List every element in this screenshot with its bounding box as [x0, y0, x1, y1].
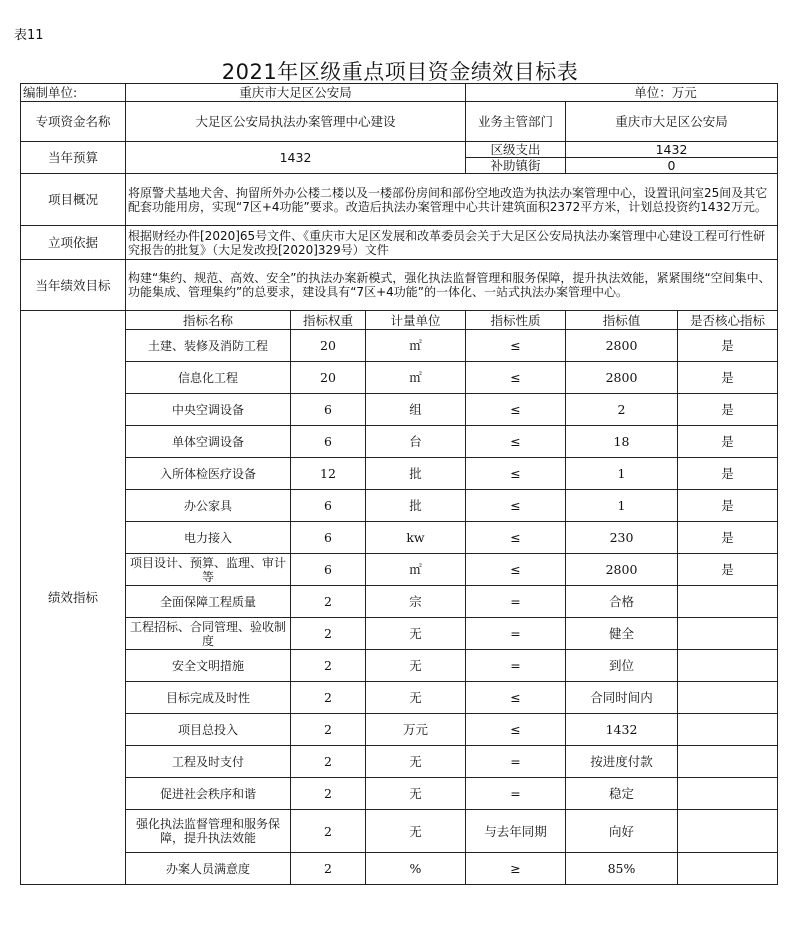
indicator-core: 是	[678, 522, 778, 554]
indicator-nature: ≤	[466, 490, 566, 522]
indicator-weight: 2	[291, 650, 366, 682]
dept-label: 业务主管部门	[466, 102, 566, 142]
page-title: 2021年区级重点项目资金绩效目标表	[221, 60, 579, 84]
indicator-value: 2800	[566, 362, 678, 394]
goal-label: 当年绩效目标	[21, 260, 126, 311]
indicator-value: 85%	[566, 853, 678, 885]
indicator-value: 18	[566, 426, 678, 458]
header-weight: 指标权重	[291, 311, 366, 330]
indicator-nature: ≤	[466, 362, 566, 394]
dept-value: 重庆市大足区公安局	[566, 102, 778, 142]
subsidy-value: 0	[566, 158, 778, 174]
indicator-value: 按进度付款	[566, 746, 678, 778]
budget-value: 1432	[126, 142, 466, 174]
overview-label: 项目概况	[21, 174, 126, 226]
indicator-name: 促进社会秩序和谐	[126, 778, 291, 810]
indicator-value: 2800	[566, 330, 678, 362]
indicator-unit: 无	[366, 746, 466, 778]
budget-label: 当年预算	[21, 142, 126, 174]
indicator-weight: 6	[291, 522, 366, 554]
indicator-name: 办案人员满意度	[126, 853, 291, 885]
indicator-nature: ≤	[466, 714, 566, 746]
indicator-unit: %	[366, 853, 466, 885]
basis-value: 根据财经办件[2020]65号文件、《重庆市大足区发展和改革委员会关于大足区公安局执法办案管理中心建设工程可行性研究报告的批复》（大足发改投[2020]329号）文件	[126, 226, 778, 260]
info-row-fund	[21, 102, 778, 142]
indicator-core	[678, 853, 778, 885]
indicator-weight: 2	[291, 586, 366, 618]
info-row-goal	[21, 260, 778, 311]
indicator-value: 稳定	[566, 778, 678, 810]
indicator-weight: 2	[291, 853, 366, 885]
indicator-unit: ㎡	[366, 330, 466, 362]
indicator-name: 电力接入	[126, 522, 291, 554]
indicator-nature: =	[466, 586, 566, 618]
indicator-row	[21, 426, 778, 458]
indicator-row	[21, 618, 778, 650]
indicator-unit: ㎡	[366, 362, 466, 394]
indicator-name: 工程及时支付	[126, 746, 291, 778]
indicator-unit: 无	[366, 618, 466, 650]
indicator-value: 1	[566, 490, 678, 522]
basis-label: 立项依据	[21, 226, 126, 260]
table-number: 表11	[14, 28, 44, 43]
goal-value: 构建“集约、规范、高效、安全”的执法办案新模式，强化执法监督管理和服务保障，提升执法效能，紧紧围绕“空间集中、功能集成、管理集约”的总要求，建设具有“7区+4功能”的一体化、一站式执法办案管理中心。	[126, 260, 778, 311]
indicator-value: 230	[566, 522, 678, 554]
indicator-nature: ≤	[466, 554, 566, 586]
indicator-unit: 批	[366, 490, 466, 522]
indicator-name: 工程招标、合同管理、验收制度	[126, 618, 291, 650]
overview-value: 将原警犬基地犬舍、拘留所外办公楼二楼以及一楼部份房间和部份空地改造为执法办案管理中心，设置讯问室25间及其它配套功能用房，实现“7区+4功能”要求。改造后执法办案管理中心共计建筑面积2372平方米，计划总投资约1432万元。	[126, 174, 778, 226]
indicator-name: 办公家具	[126, 490, 291, 522]
info-row-budget	[21, 142, 778, 158]
indicator-core	[678, 810, 778, 853]
indicator-row	[21, 586, 778, 618]
indicator-value: 1	[566, 458, 678, 490]
indicator-weight: 20	[291, 330, 366, 362]
indicator-name: 单体空调设备	[126, 426, 291, 458]
subsidy-label: 补助镇街	[466, 158, 566, 174]
indicator-core: 是	[678, 426, 778, 458]
indicator-row	[21, 650, 778, 682]
indicator-weight: 12	[291, 458, 366, 490]
indicator-name: 项目设计、预算、监理、审计等	[126, 554, 291, 586]
indicator-value: 2	[566, 394, 678, 426]
indicator-weight: 2	[291, 746, 366, 778]
indicator-nature: =	[466, 650, 566, 682]
district-label: 区级支出	[466, 142, 566, 158]
indicator-unit: 无	[366, 650, 466, 682]
indicator-row	[21, 458, 778, 490]
indicator-unit: 台	[366, 426, 466, 458]
indicator-core: 是	[678, 458, 778, 490]
header-unit: 计量单位	[366, 311, 466, 330]
indicator-weight: 2	[291, 714, 366, 746]
currency-unit: 单位：万元	[466, 84, 778, 102]
indicator-weight: 2	[291, 778, 366, 810]
indicator-value: 合同时间内	[566, 682, 678, 714]
indicators-section-label: 绩效指标	[21, 311, 126, 885]
indicator-weight: 6	[291, 554, 366, 586]
district-value: 1432	[566, 142, 778, 158]
indicator-unit: 批	[366, 458, 466, 490]
indicator-name: 信息化工程	[126, 362, 291, 394]
indicator-core	[678, 650, 778, 682]
indicator-core	[678, 618, 778, 650]
indicator-core: 是	[678, 490, 778, 522]
indicator-row	[21, 810, 778, 853]
indicator-header-row	[21, 311, 778, 330]
indicator-nature: ≤	[466, 394, 566, 426]
indicator-row	[21, 394, 778, 426]
indicator-core: 是	[678, 362, 778, 394]
fund-label: 专项资金名称	[21, 102, 126, 142]
indicator-nature: 与去年同期	[466, 810, 566, 853]
indicator-nature: ≤	[466, 426, 566, 458]
indicator-nature: =	[466, 746, 566, 778]
indicator-value: 2800	[566, 554, 678, 586]
performance-table	[20, 83, 778, 885]
indicator-nature: ≤	[466, 330, 566, 362]
indicator-core	[678, 682, 778, 714]
indicator-core	[678, 714, 778, 746]
indicator-unit: 无	[366, 810, 466, 853]
indicator-core: 是	[678, 330, 778, 362]
indicator-weight: 6	[291, 490, 366, 522]
indicator-row	[21, 522, 778, 554]
indicator-weight: 2	[291, 618, 366, 650]
indicator-core: 是	[678, 554, 778, 586]
indicator-row	[21, 362, 778, 394]
indicator-name: 安全文明措施	[126, 650, 291, 682]
indicator-weight: 6	[291, 394, 366, 426]
indicator-nature: ≤	[466, 682, 566, 714]
indicator-nature: =	[466, 778, 566, 810]
indicator-row	[21, 746, 778, 778]
header-nature: 指标性质	[466, 311, 566, 330]
indicator-unit: 万元	[366, 714, 466, 746]
info-row-basis	[21, 226, 778, 260]
indicator-value: 健全	[566, 618, 678, 650]
indicator-row	[21, 330, 778, 362]
indicator-value: 1432	[566, 714, 678, 746]
indicator-nature: =	[466, 618, 566, 650]
indicator-row	[21, 682, 778, 714]
unit-value: 重庆市大足区公安局	[126, 84, 466, 102]
indicator-nature: ≥	[466, 853, 566, 885]
indicator-weight: 6	[291, 426, 366, 458]
indicator-row	[21, 490, 778, 522]
indicator-name: 强化执法监督管理和服务保障，提升执法效能	[126, 810, 291, 853]
header-core: 是否核心指标	[678, 311, 778, 330]
indicator-core: 是	[678, 394, 778, 426]
indicator-name: 入所体检医疗设备	[126, 458, 291, 490]
info-row-overview	[21, 174, 778, 226]
indicator-value: 向好	[566, 810, 678, 853]
indicator-row	[21, 778, 778, 810]
header-name: 指标名称	[126, 311, 291, 330]
indicator-name: 项目总投入	[126, 714, 291, 746]
indicator-name: 全面保障工程质量	[126, 586, 291, 618]
indicator-core	[678, 778, 778, 810]
indicator-unit: 组	[366, 394, 466, 426]
indicator-unit: 无	[366, 682, 466, 714]
fund-value: 大足区公安局执法办案管理中心建设	[126, 102, 466, 142]
indicator-weight: 2	[291, 810, 366, 853]
indicator-unit: 宗	[366, 586, 466, 618]
indicator-nature: ≤	[466, 522, 566, 554]
indicator-core	[678, 586, 778, 618]
info-row-unit	[21, 84, 778, 102]
indicator-value: 合格	[566, 586, 678, 618]
indicator-unit: kw	[366, 522, 466, 554]
indicator-weight: 20	[291, 362, 366, 394]
indicator-nature: ≤	[466, 458, 566, 490]
indicator-unit: 无	[366, 778, 466, 810]
indicator-name: 中央空调设备	[126, 394, 291, 426]
indicator-value: 到位	[566, 650, 678, 682]
indicator-name: 目标完成及时性	[126, 682, 291, 714]
unit-label: 编制单位:	[21, 84, 126, 102]
indicator-row	[21, 853, 778, 885]
header-value: 指标值	[566, 311, 678, 330]
indicator-row	[21, 554, 778, 586]
indicator-core	[678, 746, 778, 778]
indicator-weight: 2	[291, 682, 366, 714]
indicator-row	[21, 714, 778, 746]
indicator-unit: ㎡	[366, 554, 466, 586]
indicator-name: 土建、装修及消防工程	[126, 330, 291, 362]
